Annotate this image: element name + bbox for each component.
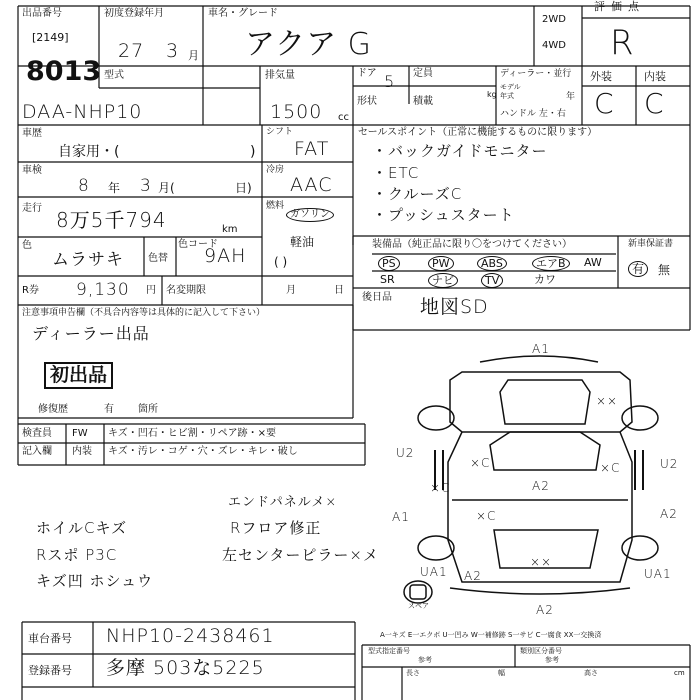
comment-6: キズ凹 ホシュウ — [36, 572, 154, 590]
spec-ref: 参考 — [418, 656, 432, 664]
inspector-row2-tag: 内装 — [72, 446, 92, 457]
inspector-row1-tag: FW — [72, 428, 88, 439]
diagram-mark-6: ×C — [600, 461, 621, 475]
repair-suffix: 箇所 — [138, 404, 158, 415]
aircon-value: AAC — [290, 174, 333, 196]
shift-value: FAT — [294, 138, 330, 160]
diagram-mark-12: UA1 — [420, 565, 448, 579]
shift-label: シフト — [266, 127, 294, 137]
first-reg-label: 初度登録年月 — [104, 8, 164, 19]
exterior-label: 外装 — [590, 70, 612, 83]
diagram-mark-4: ×C — [470, 456, 491, 470]
inspection-year-unit: 年 — [108, 181, 121, 195]
inspector-label-1: 検査員 — [22, 428, 52, 439]
fuel-paren: ( ) — [274, 255, 288, 269]
mileage-unit: km — [222, 224, 238, 235]
diagram-mark-14: UA1 — [644, 567, 672, 581]
registration-label: 登録番号 — [28, 664, 72, 677]
aftermarket-label: 後日品 — [362, 292, 392, 303]
length-label: 長さ — [406, 669, 420, 677]
inspection-label: 車検 — [22, 165, 42, 176]
comment-3: Rフロア修正 — [230, 519, 322, 537]
equip-tv: TV — [481, 273, 503, 288]
inspector-label-2: 記入欄 — [22, 446, 52, 457]
width-label: 幅 — [498, 669, 505, 677]
capacity-label: 定員 — [413, 68, 433, 79]
grade-score: R — [610, 23, 635, 63]
equip-pw: PW — [428, 256, 454, 271]
color-code-label: 色コード — [178, 239, 218, 250]
comment-2: ホイルCキズ — [36, 519, 128, 537]
lot-number-label: 出品番号 — [22, 8, 62, 19]
equip-navi: ナビ — [428, 273, 458, 288]
model-label: 型式 — [104, 70, 124, 81]
interior-label: 内装 — [644, 70, 666, 83]
car-name: アクア G — [245, 27, 372, 62]
equipment-label: 装備品（純正品に限り〇をつけてください） — [372, 239, 572, 250]
load-unit: kg — [487, 90, 497, 99]
year-label: 年式 — [500, 92, 514, 100]
equip-aw: AW — [584, 256, 602, 269]
warranty-label: 新車保証書 — [628, 239, 674, 249]
first-listing-stamp: 初出品 — [44, 362, 113, 389]
model-year-label: モデル — [500, 83, 521, 91]
recycle-value: 9,130 — [76, 280, 130, 300]
diagram-mark-2: ×× — [596, 394, 619, 408]
first-reg-year: 27 — [118, 40, 145, 62]
mileage-label: 走行 — [22, 203, 42, 214]
diagram-mark-16: ×C — [476, 509, 497, 523]
displacement-label: 排気量 — [265, 70, 295, 81]
equip-ps: PS — [378, 256, 400, 271]
handle-label: ハンドル 左・右 — [500, 109, 566, 119]
drive-2wd: 2WD — [542, 14, 566, 25]
recycle-unit: 円 — [146, 285, 156, 296]
diagram-mark-8: A1 — [392, 510, 410, 524]
shape-label: 形状 — [357, 96, 377, 107]
color-label: 色 — [22, 240, 32, 251]
name-change-day: 日 — [334, 285, 344, 296]
fuel-gasoline: ガソリン — [286, 208, 334, 222]
displacement-value: 1500 — [270, 101, 323, 123]
diagram-mark-3: U2 — [396, 446, 415, 460]
lot-code: [2149] — [32, 31, 69, 44]
inspection-month: 3 — [140, 176, 152, 196]
selling-points-label: セールスポイント（正常に機能するものに限ります） — [358, 127, 598, 138]
lot-number: 8013 — [26, 56, 102, 87]
comment-1: エンドパネルメ× — [228, 495, 338, 510]
selling-point-3: ・クルーズC — [372, 185, 463, 203]
drive-4wd: 4WD — [542, 40, 566, 51]
diagram-mark-5: A2 — [532, 479, 550, 493]
selling-point-2: ・ETC — [372, 164, 420, 182]
class-number-label: 類別区分番号 — [520, 647, 562, 655]
equip-leather: カワ — [534, 273, 556, 286]
color-value: ムラサキ — [52, 250, 124, 270]
height-label: 高さ — [584, 669, 598, 677]
load-label: 積載 — [413, 96, 433, 107]
spec-number-label: 型式指定番号 — [368, 647, 410, 655]
color-code: 9AH — [204, 245, 247, 267]
car-name-label: 車名・グレード — [208, 8, 278, 19]
model-value: DAA-NHP10 — [22, 101, 143, 123]
aftermarket-value: 地図SD — [420, 296, 489, 318]
repair-label: 修復歴 — [38, 404, 68, 415]
spare-label: スペア — [408, 602, 429, 610]
diagram-mark-1: A1 — [532, 342, 550, 356]
equip-abs: ABS — [477, 256, 507, 271]
first-reg-month-unit: 月 — [188, 49, 199, 62]
right-door-marks — [634, 450, 644, 490]
chassis-value: NHP10-2438461 — [106, 625, 275, 647]
diagram-mark-10: ×× — [530, 555, 553, 569]
registration-value: 多摩 503な5225 — [106, 657, 265, 679]
displacement-unit: cc — [338, 112, 349, 123]
equip-airbag: エアB — [532, 256, 570, 271]
history-label: 車歴 — [22, 128, 42, 139]
fuel-diesel: 軽油 — [290, 235, 315, 249]
diagram-mark-15: A2 — [536, 603, 554, 617]
name-change-month: 月 — [286, 285, 296, 296]
inspection-month-unit: 月( — [158, 181, 175, 195]
diagram-mark-13: A2 — [464, 569, 482, 583]
comment-4: Rスポ P3C — [36, 546, 118, 564]
damage-legend: A一キズ E一エクボ U一凹み W一補修跡 S一サビ C一腐食 XX一交換済 — [380, 631, 602, 639]
history-close: ) — [250, 144, 256, 160]
chassis-label: 車台番号 — [28, 632, 72, 645]
first-reg-month: 3 — [166, 40, 180, 62]
comment-5: 左センターピラー×メ — [222, 546, 379, 564]
recycle-label: R券 — [22, 285, 39, 296]
inspector-row2: キズ・汚レ・コゲ・穴・ズレ・キレ・破し — [108, 446, 298, 457]
mileage-value: 8万5千794 — [56, 208, 167, 232]
equip-sr: SR — [380, 273, 395, 286]
height-unit: cm — [674, 669, 685, 677]
selling-point-1: ・バックガイドモニター — [372, 142, 548, 160]
name-change-label: 名変期限 — [166, 285, 206, 296]
fuel-label: 燃料 — [266, 201, 285, 211]
diagram-mark-7: U2 — [660, 457, 679, 471]
inspection-day-unit: 日) — [235, 181, 252, 195]
color-change-label: 色替 — [148, 253, 168, 264]
inspection-year: 8 — [78, 176, 90, 196]
notes-label: 注意事項申告欄（不具合内容等は具体的に記入して下さい） — [22, 308, 266, 318]
aircon-label: 冷房 — [266, 165, 285, 175]
inspector-row1: キズ・凹石・ヒビ割・リペア跡・×要 — [108, 428, 276, 439]
warranty-no: 無 — [658, 263, 671, 277]
interior-grade: C — [644, 87, 665, 120]
warranty-yes: 有 — [628, 261, 648, 277]
exterior-grade: C — [594, 87, 615, 120]
doors-value: 5 — [384, 72, 396, 91]
diagram-mark-9: ×C — [430, 481, 451, 495]
repair-value: 有 — [104, 404, 114, 415]
class-ref: 参考 — [545, 656, 559, 664]
grade-label: 評価点 — [594, 0, 645, 13]
year-unit: 年 — [566, 92, 576, 102]
dealer-label: ディーラー・並行 — [500, 69, 572, 79]
history-value: 自家用・( — [58, 144, 120, 160]
notes-line-1: ディーラー出品 — [32, 324, 150, 343]
selling-point-4: ・プッシュスタート — [372, 206, 515, 224]
diagram-mark-11: A2 — [660, 507, 678, 521]
doors-label: ドア — [357, 68, 377, 79]
